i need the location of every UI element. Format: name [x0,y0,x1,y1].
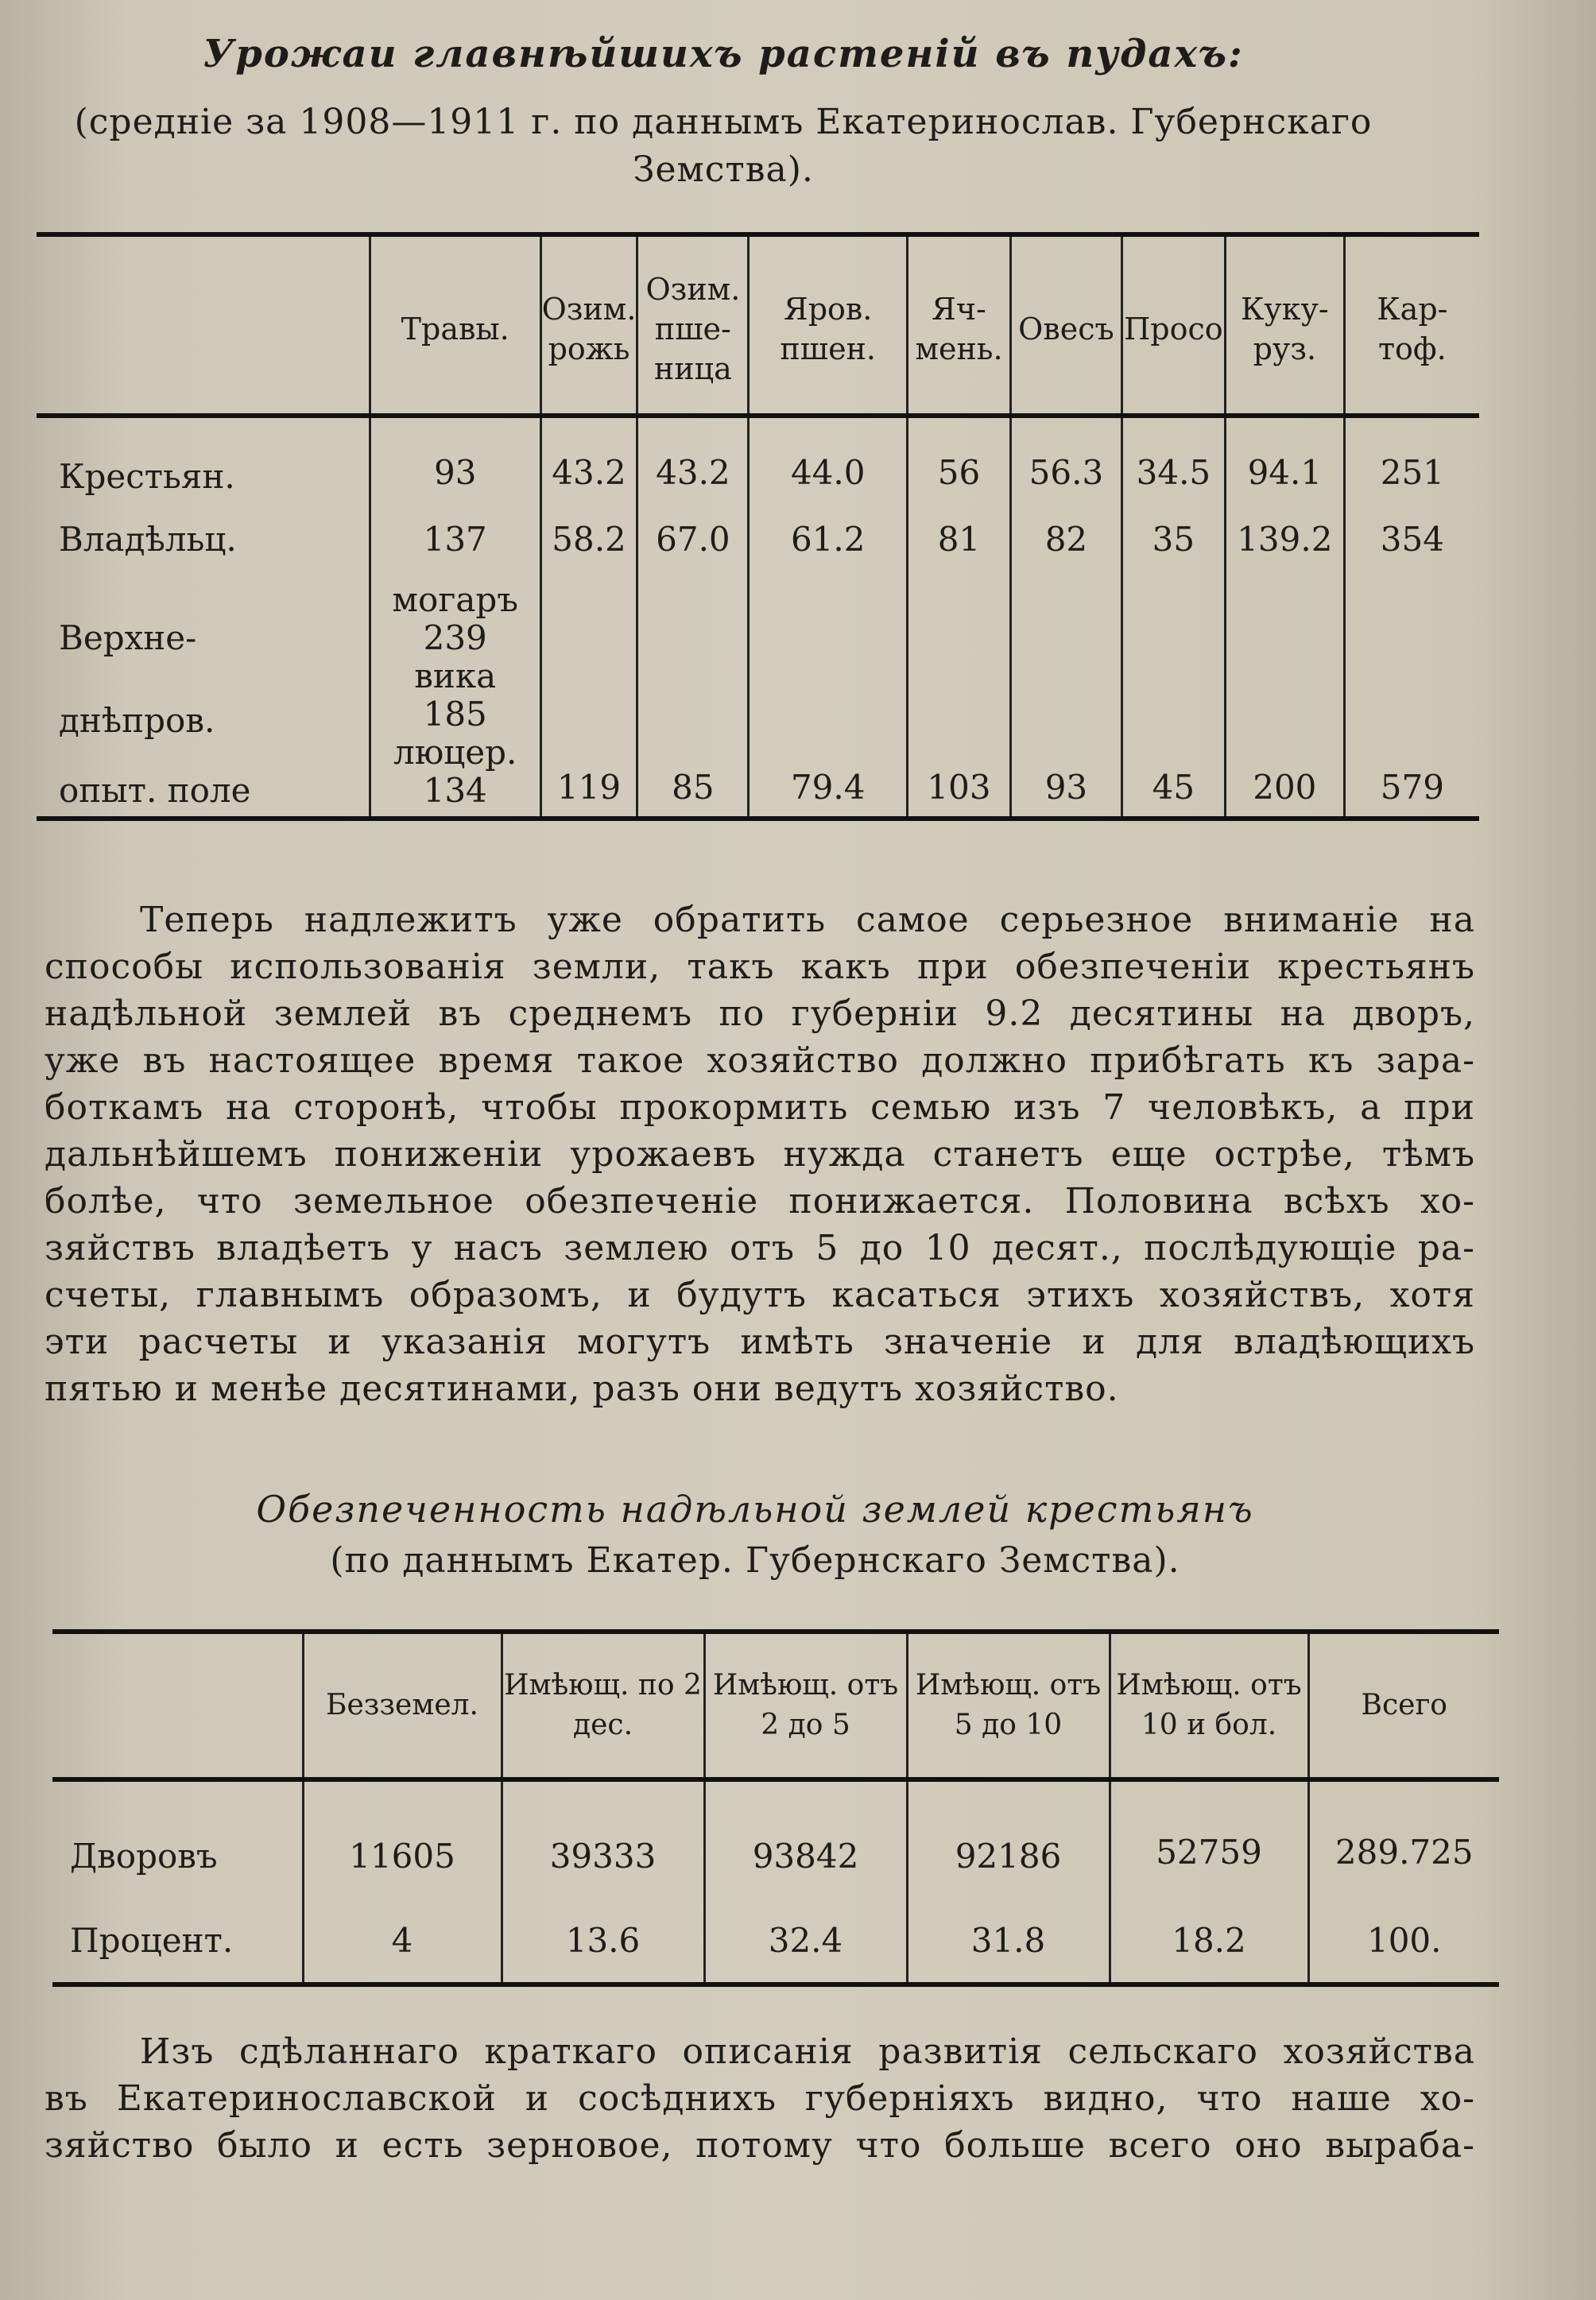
table-cell: 92186 [907,1779,1110,1898]
table-row [52,1898,1499,1984]
table-cell: 289.725 [1308,1779,1499,1898]
table-cell: 39333 [502,1779,704,1898]
table-cell: 100. [1308,1898,1499,1984]
harvest-header-winter-rye: Озим. рожь [540,234,637,416]
grass-name: вика [414,656,497,695]
allotment-header-upto-2: Имѣющ. по 2 дес. [502,1632,704,1779]
table1-title: Урожаи главнѣйшихъ растенiй въ пудахъ: [203,32,1244,76]
table1-subtitle-line1: (среднiе за 1908—1911 г. по даннымъ Екатеринослав. Губернскаго [74,102,1373,142]
table-cell: 119 [540,575,637,819]
harvest-header-potato: Кар-тоф. [1344,234,1479,416]
table-row [37,416,1479,503]
table-cell: 579 [1344,575,1479,819]
paragraph-line: счеты, главнымъ образомъ, и будутъ касаться этихъ хозяйствъ, хотя [45,1275,1475,1315]
allotment-header-blank [52,1632,303,1779]
table-cell: 81 [908,503,1011,575]
table-cell: 43.2 [540,416,637,503]
paragraph-line: пятью и менѣе десятинами, разъ они ведутъ хозяйство. [45,1369,1119,1409]
paragraph-line: уже въ настоящее время такое хозяйство должно прибѣгать къ зара- [45,1040,1475,1081]
table-cell: 45 [1121,575,1225,819]
paragraph-line: въ Екатеринославской и сосѣднихъ губернiяхъ видно, что наше хо- [45,2078,1475,2119]
table-cell: 58.2 [540,503,637,575]
table-cell: 4 [303,1898,502,1984]
table-cell: 44.0 [749,416,908,503]
table-cell: 79.4 [749,575,908,819]
allotment-header-total: Всего [1308,1632,1499,1779]
harvest-header-barley: Яч-мень. [908,234,1011,416]
table-cell: 13.6 [502,1898,704,1984]
paragraph-line: способы использованiя земли, такъ какъ при обезпеченiи крестьянъ [45,947,1475,987]
table-cell: 354 [1344,503,1479,575]
table-cell: 34.5 [1121,416,1225,503]
table-cell: 67.0 [637,503,749,575]
table-cell: 35 [1121,503,1225,575]
table-cell: 56.3 [1010,416,1121,503]
table-cell: 32.4 [704,1898,907,1984]
table-row [37,503,1479,575]
table-cell: 200 [1225,575,1344,819]
row-label-line: днѣпров. [59,701,215,740]
harvest-header-winter-wheat: Озим. пше-ница [637,234,749,416]
harvest-header-corn: Куку-руз. [1225,234,1344,416]
table2-subtitle: (по даннымъ Екатер. Губернскаго Земства). [330,1540,1180,1581]
harvest-header-blank [37,234,370,416]
table-cell: 93 [370,416,540,503]
allotment-header-landless: Безземел. [303,1632,502,1779]
table-cell: 43.2 [637,416,749,503]
row-label: Владѣльц. [59,519,237,559]
allotment-header-5-to-10: Имѣющ. отъ 5 до 10 [907,1632,1110,1779]
table-cell: 31.8 [907,1898,1110,1984]
allotment-header-10-plus: Имѣющ. отъ 10 и бол. [1110,1632,1308,1779]
table-cell: 139.2 [1225,503,1344,575]
row-label-line: Верхне- [59,618,197,657]
paragraph-line: боткамъ на сторонѣ, чтобы прокормить семью изъ 7 человѣкъ, а при [45,1087,1475,1128]
table-row [37,575,1479,819]
grass-name: люцер. [393,733,517,772]
table-cell: 137 [370,503,540,575]
table-cell: 93842 [704,1779,907,1898]
paragraph-line: зяйство было и есть зерновое, потому что больше всего оно выраба- [45,2125,1475,2166]
row-label: Крестьян. [59,457,235,496]
land-allotment-table [52,1629,1499,1987]
harvest-header-oats: Овесъ [1010,234,1121,416]
table-cell: 82 [1010,503,1121,575]
table-cell: 61.2 [749,503,908,575]
row-label-experimental [37,575,370,819]
grass-name: могаръ [392,580,518,619]
paragraph-line: эти расчеты и указанiя могутъ имѣть значенiе и для владѣющихъ [45,1322,1475,1362]
harvest-table [37,232,1479,821]
paragraph-line: зяйствъ владѣетъ у насъ землею отъ 5 до 10 десят., послѣдующiе ра- [45,1228,1475,1268]
harvest-header-millet: Просо [1121,234,1225,416]
main-paragraph [45,896,1475,1412]
row-label: Дворовъ [70,1836,218,1876]
grass-value: 134 [423,771,487,810]
allotment-header-2-to-5: Имѣющ. отъ 2 до 5 [704,1632,907,1779]
paragraph-line: надѣльной землей въ среднемъ по губернiи 9.2 десятины на дворъ, [45,993,1475,1034]
paragraph-line: болѣе, что земельное обезпеченiе понижается. Половина всѣхъ хо- [45,1181,1475,1222]
grass-experimental-cell [370,575,540,819]
table-cell: 56 [908,416,1011,503]
table-cell: 11605 [303,1779,502,1898]
harvest-header-grass: Травы. [370,234,540,416]
table-cell: 251 [1344,416,1479,503]
table-row [52,1779,1499,1898]
allotment-header-row [52,1632,1499,1779]
harvest-header-row [37,234,1479,416]
closing-paragraph [45,2028,1475,2169]
grass-value: 239 [423,618,487,657]
row-label-line: опыт. поле [59,771,251,810]
table1-subtitle-line2: Земства). [633,149,814,190]
table2-title: Обезпеченность надѣльной землей крестьянъ [256,1488,1254,1531]
paragraph-line: Изъ сдѣланнаго краткаго описанiя развитiя сельскаго хозяйства [140,2031,1475,2072]
table-cell: 52759 [1110,1779,1308,1898]
table-cell: 85 [637,575,749,819]
paragraph-line: дальнѣйшемъ пониженiи урожаевъ нужда станетъ еще острѣе, тѣмъ [45,1134,1475,1175]
table-cell: 93 [1010,575,1121,819]
harvest-header-spring-wheat: Яров. пшен. [749,234,908,416]
paragraph-line: Теперь надлежитъ уже обратить самое серьезное вниманiе на [140,900,1475,940]
table-cell: 94.1 [1225,416,1344,503]
row-label: Процент. [52,1898,303,1984]
table-cell: 18.2 [1110,1898,1308,1984]
table-cell: 103 [908,575,1011,819]
grass-value: 185 [423,695,487,734]
